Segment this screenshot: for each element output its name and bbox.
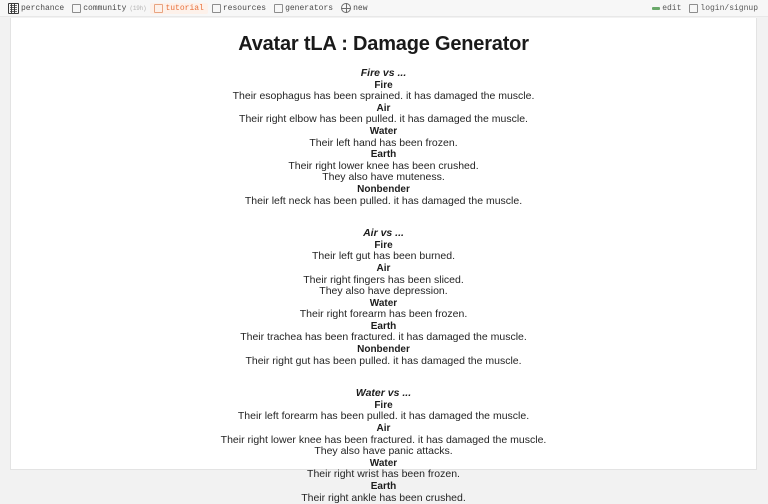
matchup-block: [11, 68, 756, 207]
nav-item-tutorial-label: tutorial: [165, 3, 204, 13]
nav-brand-perchance[interactable]: [6, 2, 68, 15]
matchup-heading: Water vs ...: [355, 387, 412, 400]
nav-item-community-label: community: [83, 3, 127, 13]
nav-item-edit[interactable]: [648, 3, 685, 14]
navbar-left-group: [6, 2, 648, 15]
damage-line: Their left neck has been pulled. it has damaged the muscle.: [244, 194, 523, 207]
damage-line: Their right forearm has been frozen.: [299, 308, 468, 321]
element-heading: Fire: [374, 399, 393, 411]
element-heading: Air: [376, 262, 391, 274]
page-title: Avatar tLA : Damage Generator: [238, 33, 529, 55]
nav-item-new-label: new: [353, 3, 368, 13]
box-icon: [274, 4, 283, 13]
generator-output[interactable]: [11, 68, 756, 504]
damage-line: Their left gut has been burned.: [311, 250, 455, 263]
perchance-logo-icon: [8, 3, 19, 14]
generator-panel: [10, 18, 757, 504]
matchup-heading: Air vs ...: [363, 227, 404, 240]
damage-line: Their right lower knee has been fractured. it has damaged the muscle.: [220, 433, 547, 446]
damage-line: Their right wrist has been frozen.: [307, 468, 460, 481]
pencil-icon: [652, 7, 660, 10]
nav-item-tutorial[interactable]: [150, 3, 207, 14]
element-heading: Fire: [374, 239, 393, 251]
navbar-right-group: [648, 3, 762, 14]
element-heading: Water: [369, 125, 398, 137]
damage-line: Their right gut has been pulled. it has damaged the muscle.: [245, 354, 522, 367]
damage-line: Their left hand has been frozen.: [309, 136, 458, 149]
damage-line: Their right lower knee has been crushed.: [288, 159, 479, 172]
nav-brand-label: perchance: [21, 3, 65, 13]
damage-line: They also have depression.: [319, 285, 448, 298]
matchup-block: [11, 388, 756, 504]
matchup-block: [11, 228, 756, 367]
box-icon: [689, 4, 698, 13]
element-heading: Fire: [374, 79, 393, 91]
matchup-heading: Fire vs ...: [360, 67, 407, 79]
nav-item-resources-label: resources: [222, 3, 267, 13]
damage-line: Their right fingers has been sliced.: [303, 273, 464, 286]
nav-item-generators-label: generators: [285, 3, 334, 13]
box-icon: [154, 4, 163, 13]
damage-line: Their left forearm has been pulled. it has damaged the muscle.: [237, 410, 530, 423]
nav-item-generators[interactable]: [270, 3, 337, 14]
element-heading: Earth: [370, 481, 397, 492]
element-heading: Air: [376, 423, 391, 435]
nav-item-resources[interactable]: [208, 3, 270, 14]
globe-plus-icon: [341, 3, 351, 13]
box-icon: [212, 4, 221, 13]
element-heading: Earth: [370, 320, 397, 332]
nav-item-community[interactable]: [68, 3, 150, 14]
damage-line: Their right ankle has been crushed.: [301, 491, 466, 504]
nav-item-edit-label: edit: [662, 3, 682, 13]
nav-item-new[interactable]: [337, 2, 371, 14]
element-heading: Nonbender: [357, 183, 410, 195]
box-icon: [72, 4, 81, 13]
nav-item-community-badge: (19h): [129, 4, 147, 12]
damage-line: Their esophagus has been sprained. it has damaged the muscle.: [232, 90, 535, 103]
element-heading: Nonbender: [357, 344, 410, 356]
damage-line: They also have muteness.: [322, 171, 445, 184]
top-navbar: [0, 0, 768, 17]
damage-line: Their right elbow has been pulled. it has damaged the muscle.: [239, 113, 528, 126]
damage-line: They also have panic attacks.: [314, 445, 453, 458]
element-heading: Water: [369, 457, 398, 469]
element-heading: Earth: [370, 149, 397, 161]
nav-item-login-signup-label: login/signup: [700, 3, 758, 13]
damage-line: Their trachea has been fractured. it has damaged the muscle.: [240, 331, 527, 344]
element-heading: Water: [369, 297, 398, 309]
element-heading: Air: [376, 102, 391, 114]
nav-item-login-signup[interactable]: [685, 3, 762, 14]
